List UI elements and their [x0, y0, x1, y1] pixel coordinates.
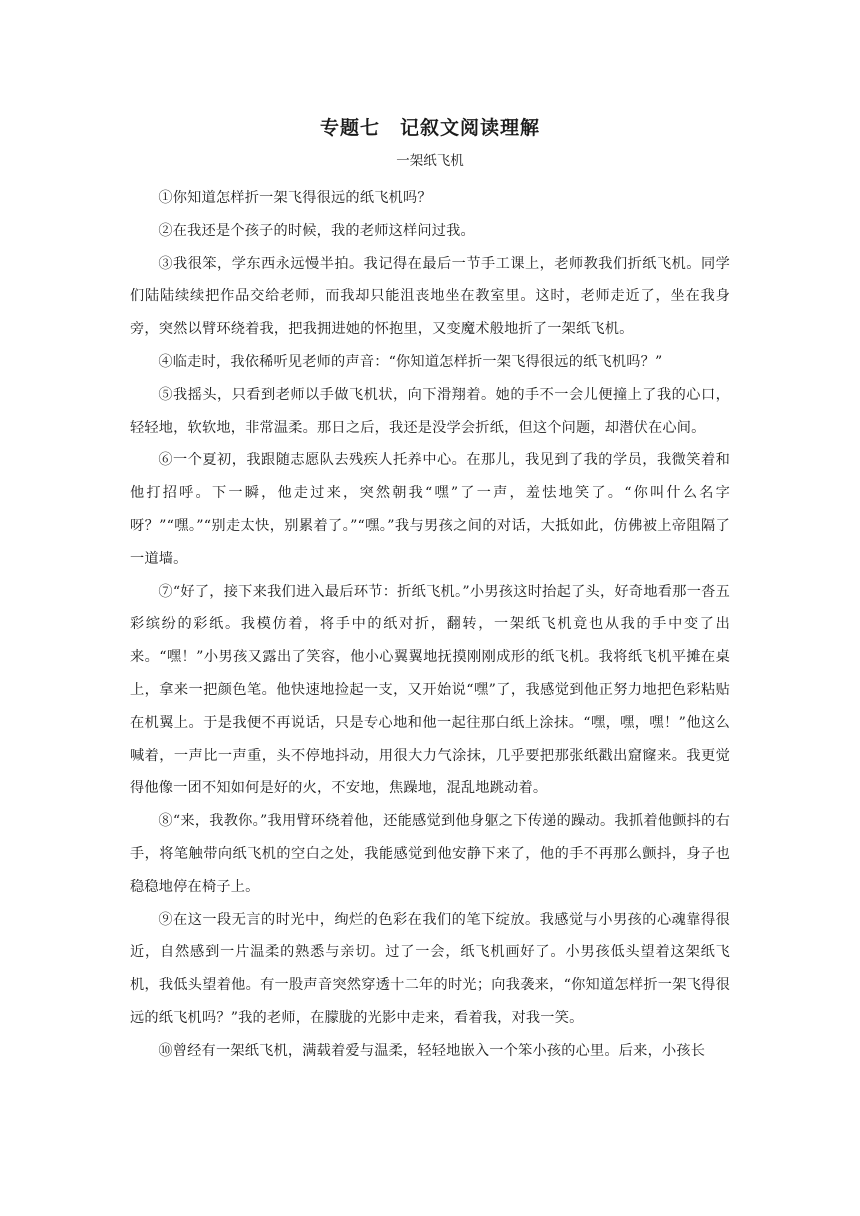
- paragraph-7: ⑦“好了，接下来我们进入最后环节：折纸飞机。”小男孩这时抬起了头，好奇地看那一沓五彩缤纷的彩纸。我模仿着，将手中的纸对折，翻转，一架纸飞机竟也从我的手中变了出来。“嘿！”小男孩又露出了笑容，他小心翼翼地抚摸刚刚成形的纸飞机。我将纸飞机平摊在桌上，拿来一把颜色笔。他快速地捡起一支，又开始说“嘿”了，我感觉到他正努力地把色彩粘贴在机翼上。于是我便不再说话，只是专心地和他一起往那白纸上涂抹。“嘿，嘿，嘿！”他这么喊着，一声比一声重，头不停地抖动，用很大力气涂抹，几乎要把那张纸戳出窟窿来。我更觉得他像一团不知如何是好的火，不安地，焦躁地，混乱地跳动着。: [130, 583, 730, 797]
- paragraph-3: ③我很笨，学东西永远慢半拍。我记得在最后一节手工课上，老师教我们折纸飞机。同学们陆陆续续把作品交给老师，而我却只能沮丧地坐在教室里。这时，老师走近了，坐在我身旁，突然以臂环绕着我，把我拥进她的怀抱里，又变魔术般地折了一架纸飞机。: [130, 255, 730, 338]
- paragraph-10: ⑩曾经有一架纸飞机，满载着爱与温柔，轻轻地嵌入一个笨小孩的心里。后来，小孩长: [158, 1042, 706, 1059]
- paragraph-2: ②在我还是个孩子的时候，我的老师这样问过我。: [158, 222, 475, 239]
- article-subtitle: 一架纸飞机: [396, 153, 464, 169]
- paragraph-6: ⑥一个夏初，我跟随志愿队去残疾人托养中心。在那儿，我见到了我的学员，我微笑着和他打招呼。下一瞬，他走过来，突然朝我“嘿”了一声，羞怯地笑了。“你叫什么名字呀？”“嘿。”“别走太快，别累着了。”“嘿。”我与男孩之间的对话，大抵如此，仿佛被上帝阻隔了一道墙。: [130, 452, 730, 567]
- paragraph-4: ④临走时，我依稀听见老师的声音：“你知道怎样折一架飞得很远的纸飞机吗？”: [158, 353, 663, 370]
- title-part-2: 记叙文阅读理解: [400, 117, 541, 139]
- paragraph-5: ⑤我摇头，只看到老师以手做飞机状，向下滑翔着。她的手不一会儿便撞上了我的心口，轻轻地，软软地，非常温柔。那日之后，我还是没学会折纸，但这个问题，却潜伏在心间。: [130, 386, 730, 436]
- paragraph-1: ①你知道怎样折一架飞得很远的纸飞机吗？: [158, 190, 432, 206]
- page-title: [130, 110, 730, 146]
- paragraph-9: ⑨在这一段无言的时光中，绚烂的色彩在我们的笔下绽放。我感觉与小男孩的心魂靠得很近，自然感到一片温柔的熟悉与亲切。过了一会，纸飞机画好了。小男孩低头望着这架纸飞机，我低头望着他。有一股声音突然穿透十二年的时光；向我袭来，“你知道怎样折一架飞得很远的纸飞机吗？”我的老师，在朦胧的光影中走来，看着我，对我一笑。: [130, 911, 730, 1026]
- paragraph-8: ⑧“来，我教你。”我用臂环绕着他，还能感觉到他身躯之下传递的躁动。我抓着他颤抖的右手，将笔触带向纸飞机的空白之处，我能感觉到他安静下来了，他的手不再那么颤抖，身子也稳稳地停在椅子上。: [130, 813, 730, 895]
- title-part-1: 专题七: [319, 117, 380, 139]
- document-page: [130, 110, 730, 1068]
